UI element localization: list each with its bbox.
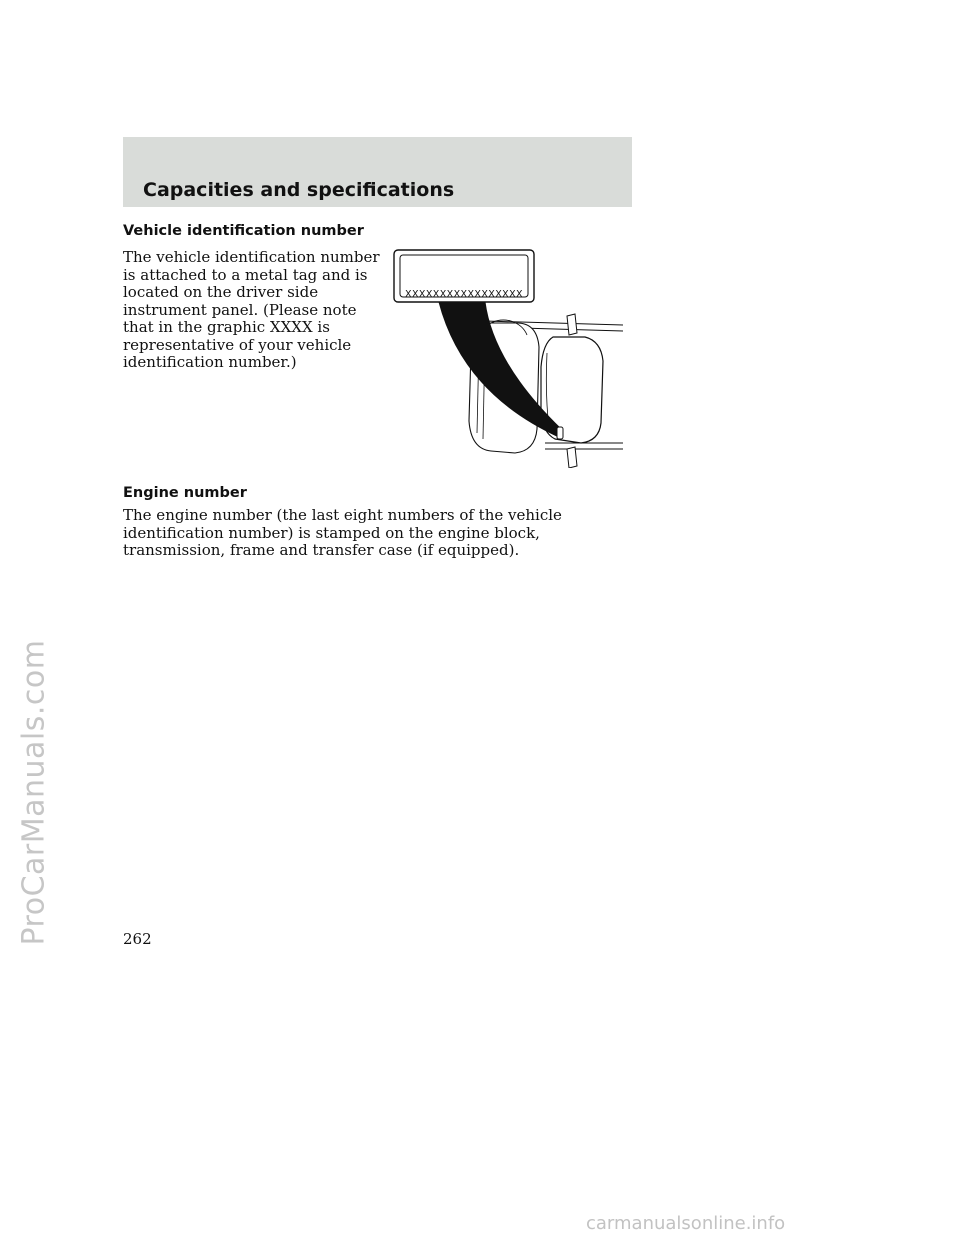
side-watermark [8, 512, 60, 1072]
engine-number-heading: Engine number [123, 485, 247, 501]
bottom-watermark: carmanualsonline.info [586, 1213, 786, 1234]
page-number: 262 [123, 930, 152, 948]
page-title: Capacities and specifications [143, 179, 455, 201]
vin-heading: Vehicle identification number [123, 223, 364, 239]
mirror-peg-top [567, 314, 577, 335]
vin-tag-text: XXXXXXXXXXXXXXXXX [405, 289, 524, 300]
engine-number-paragraph: The engine number (the last eight numbers of the vehicle identification number) is stamped on the engine block, transmission, frame and transfer case (if equipped). [123, 506, 562, 559]
vin-paragraph: The vehicle identification number is attached to a metal tag and is located on the driver side instrument panel. (Please note that in the graphic XXXX is representative of your vehicle identification number.) [123, 248, 380, 371]
side-watermark-text: ProCarManuals.com [16, 638, 52, 946]
vin-plate-marker [557, 427, 563, 439]
mirror-peg-bottom [567, 447, 577, 468]
vin-location-illustration [385, 243, 630, 468]
section-header-band [123, 137, 632, 207]
